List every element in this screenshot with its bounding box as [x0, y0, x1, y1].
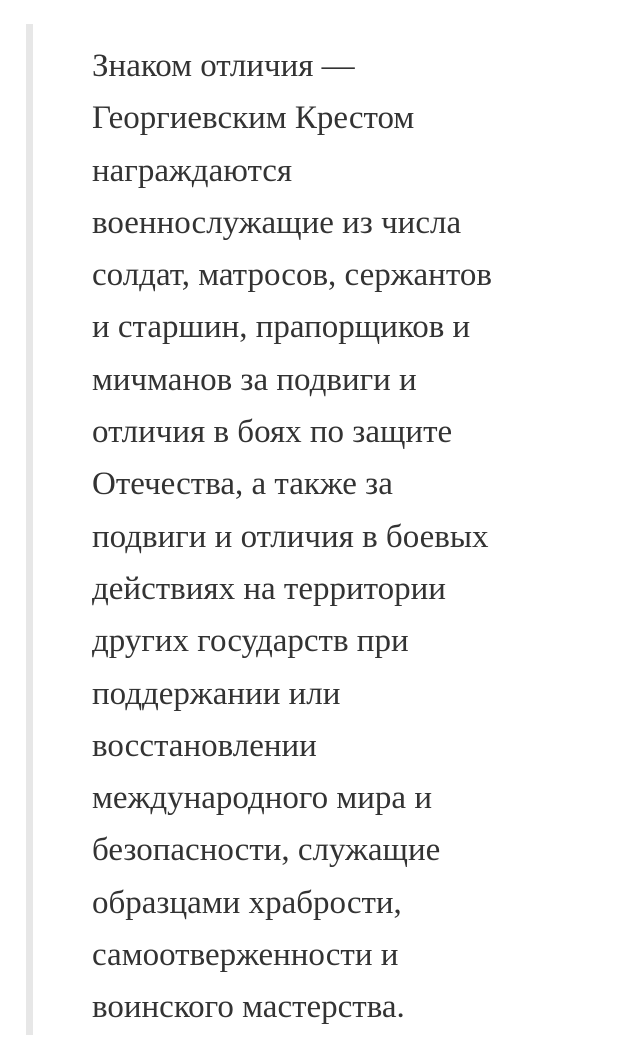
- quote-line: действиях на территории: [92, 570, 446, 607]
- quote-line: и старшин, прапорщиков и: [92, 309, 471, 346]
- quote-bar: [26, 24, 33, 1035]
- quote-line: поддержании или: [92, 675, 341, 712]
- quote-line: воинского мастерства.: [92, 989, 405, 1026]
- quote-line: безопасности, служащие: [92, 832, 441, 869]
- quote-line: образцами храбрости,: [92, 884, 402, 921]
- quote-line: международного мира и: [92, 780, 432, 817]
- quote-text: [92, 40, 622, 1034]
- quote-line: других государств при: [92, 623, 409, 660]
- quote-line: Георгиевским Крестом: [92, 100, 415, 137]
- quote-line: Знаком отличия —: [92, 48, 355, 84]
- quote-line: отличия в боях по защите: [92, 414, 453, 451]
- quote-line: восстановлении: [92, 727, 317, 764]
- quote-line: подвиги и отличия в боевых: [92, 518, 489, 555]
- quote-line: военнослужащие из числа: [92, 204, 462, 241]
- quote-line: награждаются: [92, 152, 293, 189]
- quote-line: мичманов за подвиги и: [92, 361, 417, 398]
- quote-line: Отечества, а также за: [92, 466, 393, 503]
- quote-line: солдат, матросов, сержантов: [92, 257, 492, 294]
- quote-line: самоотверженности и: [92, 937, 399, 974]
